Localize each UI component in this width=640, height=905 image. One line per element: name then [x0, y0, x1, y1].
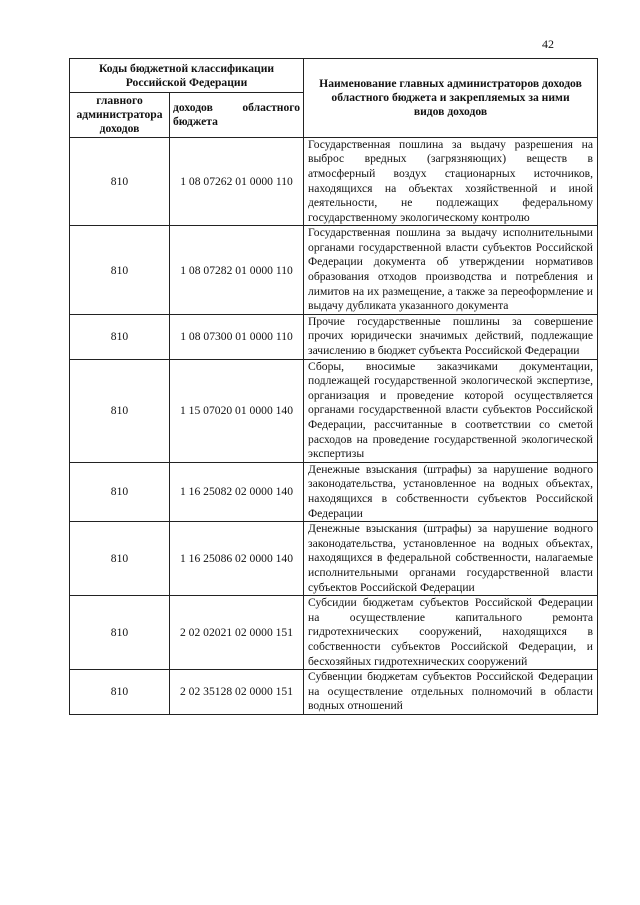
income-name-cell: Денежные взыскания (штрафы) за нарушение водного законодательства, установленное на водных объектах, находящихся в федеральной собственности, налагаемые исполнительными органами государственной власти субъектов Российской Федерации	[304, 522, 598, 596]
income-code-cell: 1 08 07282 01 0000 110	[170, 226, 304, 315]
income-code-cell: 2 02 02021 02 0000 151	[170, 596, 304, 670]
subheader-admin: главного администратора доходов	[70, 93, 170, 138]
income-code-cell: 1 16 25082 02 0000 140	[170, 462, 304, 521]
admin-code-cell: 810	[70, 314, 170, 359]
income-name-cell: Прочие государственные пошлины за совершение прочих юридически значимых действий, подлежащие зачислению в бюджет субъекта Российской Федерации	[304, 314, 598, 359]
admin-code-cell: 810	[70, 226, 170, 315]
income-code-cell: 1 16 25086 02 0000 140	[170, 522, 304, 596]
header-name: Наименование главных администраторов доходов областного бюджета и закрепляемых за ними видов доходов	[304, 59, 598, 138]
header-codes: Коды бюджетной классификации Российской Федерации	[70, 59, 304, 93]
table-row	[70, 670, 598, 715]
admin-code-cell: 810	[70, 522, 170, 596]
income-code-cell: 2 02 35128 02 0000 151	[170, 670, 304, 715]
budget-codes-table	[69, 58, 598, 715]
income-name-cell: Государственная пошлина за выдачу разрешения на выброс вредных (загрязняющих) веществ в атмосферный воздух стационарных источников, находящихся на объектах хозяйственной и иной деятельности, не подлежащих федеральному государственному экологическому контролю	[304, 137, 598, 226]
table-row	[70, 359, 598, 462]
income-name-cell: Сборы, вносимые заказчиками документации, подлежащей государственной экологической экспертизе, организация и проведение которой осуществляется органами государственной власти субъектов Российской Федерации, рассчитанные в соответствии со сметой расходов на проведение государственной экологической экспертизы	[304, 359, 598, 462]
admin-code-cell: 810	[70, 596, 170, 670]
income-code-cell: 1 08 07262 01 0000 110	[170, 137, 304, 226]
admin-code-cell: 810	[70, 359, 170, 462]
table-row	[70, 462, 598, 521]
income-name-cell: Государственная пошлина за выдачу исполнительными органами государственной власти субъектов Российской Федерации документа об утверждении нормативов образования отходов производства и потребления и лимитов на их размещение, а также за переоформление и выдачу дубликата указанного документа	[304, 226, 598, 315]
table-row	[70, 314, 598, 359]
admin-code-cell: 810	[70, 462, 170, 521]
income-name-cell: Субсидии бюджетам субъектов Российской Федерации на осуществление капитального ремонта гидротехнических сооружений, находящихся в собственности субъектов Российской Федерации, и бесхозяйных гидротехнических сооружений	[304, 596, 598, 670]
table-row	[70, 137, 598, 226]
income-code-cell: 1 15 07020 01 0000 140	[170, 359, 304, 462]
income-name-cell: Субвенции бюджетам субъектов Российской Федерации на осуществление отдельных полномочий в области водных отношений	[304, 670, 598, 715]
table-row	[70, 226, 598, 315]
table-row	[70, 596, 598, 670]
income-name-cell: Денежные взыскания (штрафы) за нарушение водного законодательства, установленное на водных объектах, находящихся в собственности субъектов Российской Федерации	[304, 462, 598, 521]
table-row	[70, 522, 598, 596]
subheader-income: доходов областного бюджета	[170, 93, 304, 138]
income-code-cell: 1 08 07300 01 0000 110	[170, 314, 304, 359]
admin-code-cell: 810	[70, 670, 170, 715]
admin-code-cell: 810	[70, 137, 170, 226]
page-number: 42	[542, 37, 554, 51]
